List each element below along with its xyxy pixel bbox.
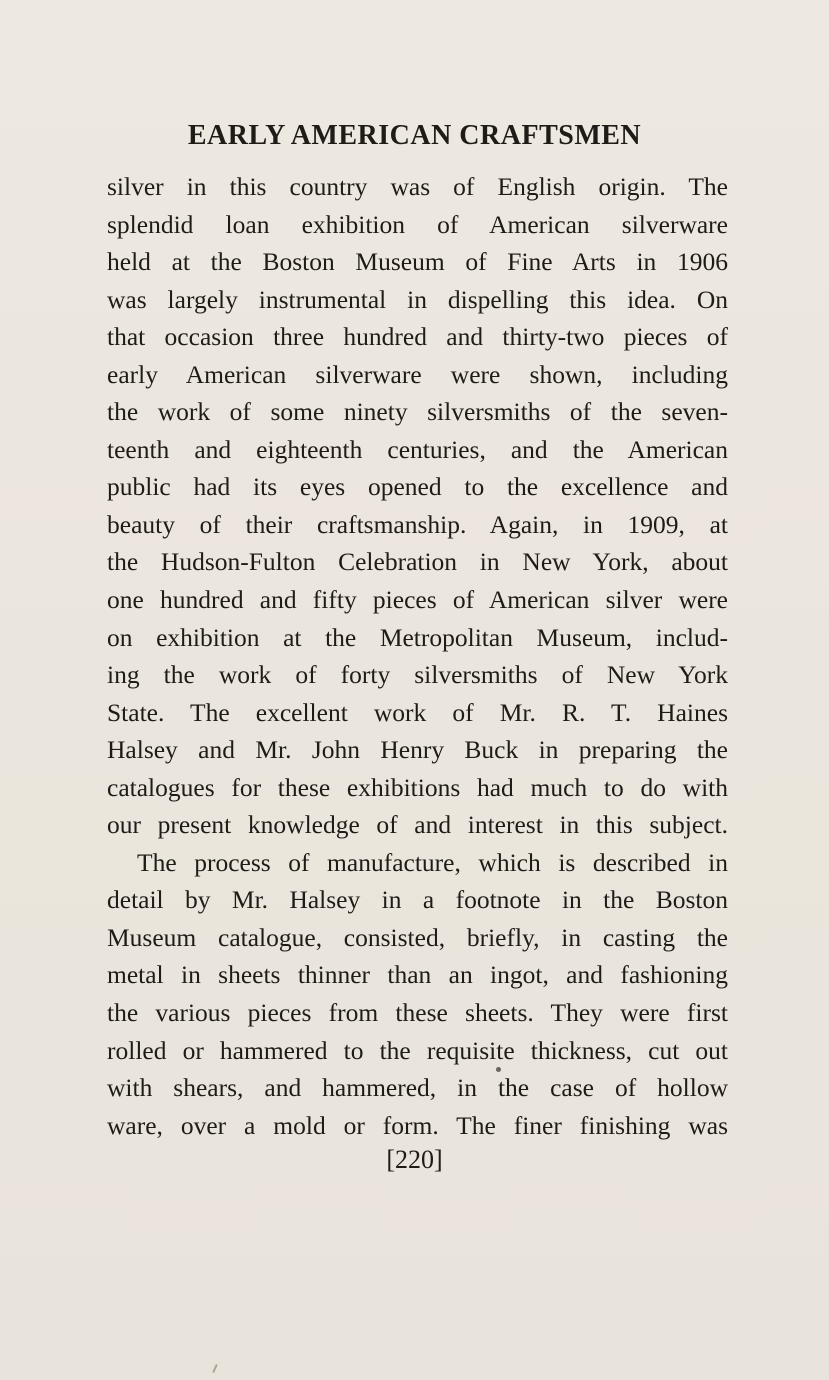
- text-line: detail by Mr. Halsey in a footnote in the Boston: [107, 885, 728, 915]
- text-line: our present knowledge of and interest in this subject.: [107, 810, 728, 840]
- paragraph-1: [107, 168, 728, 844]
- text-line: was largely instrumental in dispelling this idea. On: [107, 284, 728, 314]
- text-line: the Hudson-Fulton Celebration in New York, about: [107, 547, 728, 577]
- text-line: public had its eyes opened to the excellence and: [107, 472, 728, 502]
- text-line: that occasion three hundred and thirty-two pieces of: [107, 322, 728, 352]
- paper-speck: [212, 1364, 218, 1373]
- text-line: ware, over a mold or form. The finer finishing was: [107, 1110, 728, 1140]
- text-line: teenth and eighteenth centuries, and the American: [107, 434, 728, 464]
- text-line: one hundred and fifty pieces of American silver were: [107, 585, 728, 615]
- text-line: with shears, and hammered, in the case of hollow: [107, 1073, 728, 1103]
- text-line: catalogues for these exhibitions had much to do with: [107, 772, 728, 802]
- text-line: Museum catalogue, consisted, briefly, in casting the: [107, 922, 728, 952]
- text-line: the various pieces from these sheets. They were first: [107, 998, 728, 1028]
- text-line: on exhibition at the Metropolitan Museum, includ-: [107, 622, 728, 652]
- text-line: metal in sheets thinner than an ingot, and fashioning: [107, 960, 728, 990]
- text-line: early American silverware were shown, including: [107, 359, 728, 389]
- running-head: EARLY AMERICAN CRAFTSMEN: [187, 120, 642, 151]
- text-line: State. The excellent work of Mr. R. T. Haines: [107, 697, 728, 727]
- text-line: The process of manufacture, which is described in: [137, 847, 728, 877]
- text-line: beauty of their craftsmanship. Again, in 1909, at: [107, 509, 728, 539]
- text-line: silver in this country was of English origin. The: [107, 172, 728, 201]
- text-line: ing the work of forty silversmiths of New York: [107, 660, 728, 690]
- paper-speck: [496, 1067, 501, 1072]
- text-line: Halsey and Mr. John Henry Buck in preparing the: [107, 735, 728, 765]
- page-number: [220]: [386, 1145, 443, 1174]
- text-line: rolled or hammered to the requisite thickness, cut out: [107, 1035, 728, 1065]
- text-line: the work of some ninety silversmiths of the seven-: [107, 397, 728, 427]
- text-line: held at the Boston Museum of Fine Arts in 1906: [107, 247, 728, 277]
- body-text: [107, 168, 728, 1144]
- text-line: splendid loan exhibition of American silverware: [107, 209, 728, 239]
- paragraph-2: [107, 844, 728, 1144]
